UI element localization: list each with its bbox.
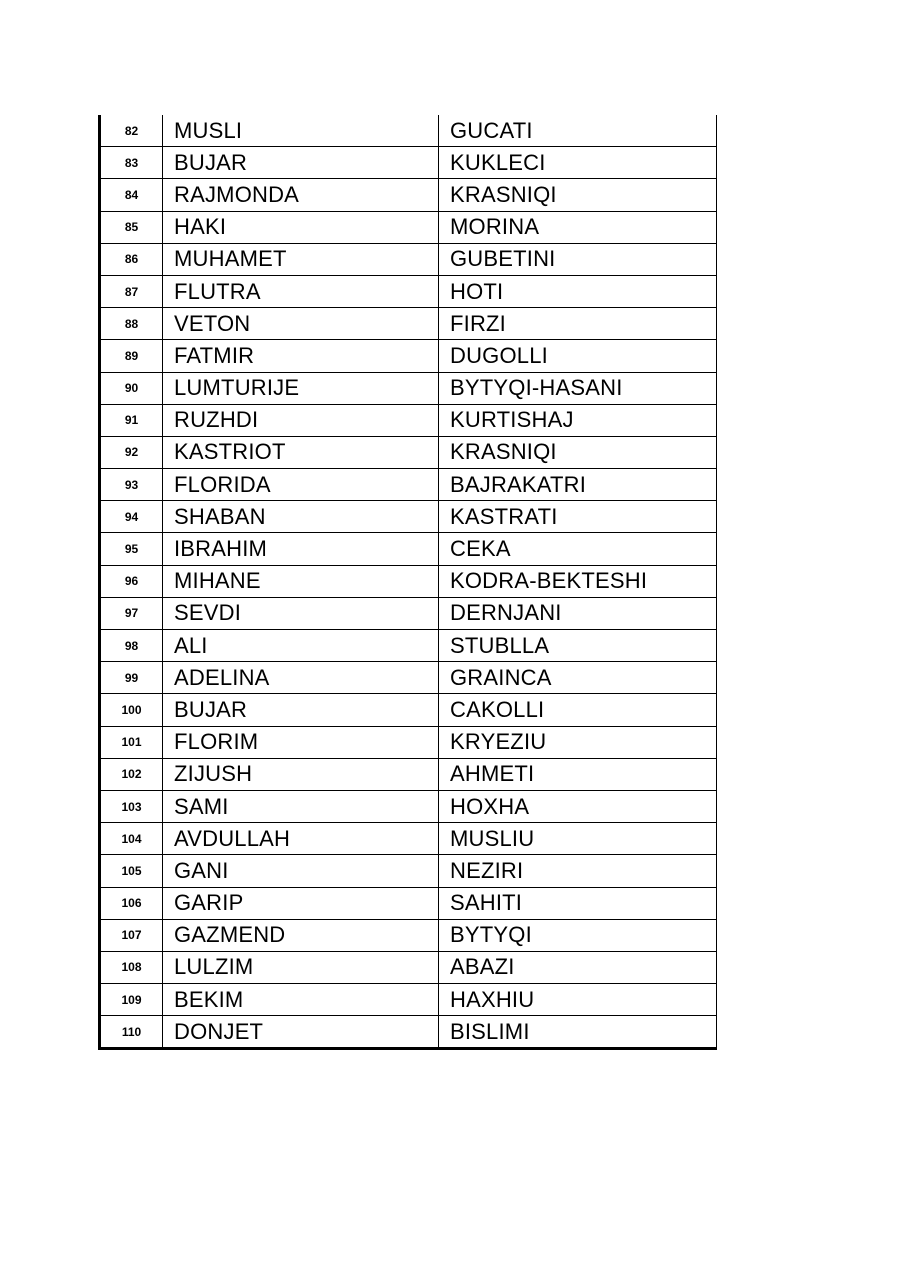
- first-name-cell: SHABAN: [163, 501, 439, 533]
- last-name-cell: DUGOLLI: [439, 340, 717, 372]
- last-name-cell: KRASNIQI: [439, 436, 717, 468]
- first-name-cell: LUMTURIJE: [163, 372, 439, 404]
- last-name-cell: STUBLLA: [439, 630, 717, 662]
- table-row: [100, 372, 717, 404]
- first-name-cell: LULZIM: [163, 951, 439, 983]
- first-name-cell: GARIP: [163, 887, 439, 919]
- row-number: 83: [100, 147, 163, 179]
- last-name-cell: CAKOLLI: [439, 694, 717, 726]
- row-number: 105: [100, 855, 163, 887]
- row-number: 104: [100, 823, 163, 855]
- row-number: 91: [100, 404, 163, 436]
- table-row: [100, 147, 717, 179]
- table-row: [100, 887, 717, 919]
- table-row: [100, 533, 717, 565]
- last-name-cell: CEKA: [439, 533, 717, 565]
- first-name-cell: SAMI: [163, 790, 439, 822]
- first-name-cell: FATMIR: [163, 340, 439, 372]
- row-number: 89: [100, 340, 163, 372]
- table-row: [100, 275, 717, 307]
- row-number: 96: [100, 565, 163, 597]
- first-name-cell: IBRAHIM: [163, 533, 439, 565]
- row-number: 107: [100, 919, 163, 951]
- first-name-cell: MUSLI: [163, 115, 439, 147]
- table-row: [100, 855, 717, 887]
- table-row: [100, 179, 717, 211]
- table-row: [100, 630, 717, 662]
- first-name-cell: BUJAR: [163, 147, 439, 179]
- table-row: [100, 211, 717, 243]
- table-row: [100, 597, 717, 629]
- last-name-cell: GUCATI: [439, 115, 717, 147]
- first-name-cell: ZIJUSH: [163, 758, 439, 790]
- last-name-cell: AHMETI: [439, 758, 717, 790]
- last-name-cell: MUSLIU: [439, 823, 717, 855]
- last-name-cell: NEZIRI: [439, 855, 717, 887]
- table-row: [100, 243, 717, 275]
- table-row: [100, 115, 717, 147]
- last-name-cell: FIRZI: [439, 308, 717, 340]
- last-name-cell: HAXHIU: [439, 984, 717, 1016]
- last-name-cell: GUBETINI: [439, 243, 717, 275]
- last-name-cell: KASTRATI: [439, 501, 717, 533]
- first-name-cell: KASTRIOT: [163, 436, 439, 468]
- row-number: 110: [100, 1016, 163, 1049]
- first-name-cell: RAJMONDA: [163, 179, 439, 211]
- table-row: [100, 662, 717, 694]
- table-row: [100, 984, 717, 1016]
- table-row: [100, 565, 717, 597]
- first-name-cell: GAZMEND: [163, 919, 439, 951]
- first-name-cell: FLUTRA: [163, 275, 439, 307]
- row-number: 85: [100, 211, 163, 243]
- last-name-cell: BAJRAKATRI: [439, 469, 717, 501]
- row-number: 84: [100, 179, 163, 211]
- first-name-cell: RUZHDI: [163, 404, 439, 436]
- row-number: 86: [100, 243, 163, 275]
- table-body: [100, 115, 717, 1049]
- row-number: 101: [100, 726, 163, 758]
- row-number: 98: [100, 630, 163, 662]
- table-row: [100, 726, 717, 758]
- row-number: 95: [100, 533, 163, 565]
- row-number: 88: [100, 308, 163, 340]
- first-name-cell: MUHAMET: [163, 243, 439, 275]
- table-row: [100, 469, 717, 501]
- row-number: 106: [100, 887, 163, 919]
- table-row: [100, 404, 717, 436]
- last-name-cell: KURTISHAJ: [439, 404, 717, 436]
- table-row: [100, 823, 717, 855]
- table-row: [100, 951, 717, 983]
- first-name-cell: ADELINA: [163, 662, 439, 694]
- table-row: [100, 436, 717, 468]
- last-name-cell: KODRA-BEKTESHI: [439, 565, 717, 597]
- last-name-cell: ABAZI: [439, 951, 717, 983]
- first-name-cell: GANI: [163, 855, 439, 887]
- first-name-cell: BEKIM: [163, 984, 439, 1016]
- names-table: [98, 115, 717, 1050]
- first-name-cell: HAKI: [163, 211, 439, 243]
- row-number: 99: [100, 662, 163, 694]
- row-number: 94: [100, 501, 163, 533]
- last-name-cell: BISLIMI: [439, 1016, 717, 1049]
- last-name-cell: KRYEZIU: [439, 726, 717, 758]
- row-number: 103: [100, 790, 163, 822]
- row-number: 93: [100, 469, 163, 501]
- last-name-cell: HOTI: [439, 275, 717, 307]
- first-name-cell: BUJAR: [163, 694, 439, 726]
- row-number: 108: [100, 951, 163, 983]
- last-name-cell: HOXHA: [439, 790, 717, 822]
- row-number: 102: [100, 758, 163, 790]
- table-row: [100, 1016, 717, 1049]
- last-name-cell: KUKLECI: [439, 147, 717, 179]
- first-name-cell: MIHANE: [163, 565, 439, 597]
- row-number: 92: [100, 436, 163, 468]
- row-number: 97: [100, 597, 163, 629]
- last-name-cell: DERNJANI: [439, 597, 717, 629]
- row-number: 109: [100, 984, 163, 1016]
- last-name-cell: BYTYQI: [439, 919, 717, 951]
- first-name-cell: ALI: [163, 630, 439, 662]
- table-row: [100, 694, 717, 726]
- first-name-cell: FLORIM: [163, 726, 439, 758]
- table-row: [100, 340, 717, 372]
- first-name-cell: VETON: [163, 308, 439, 340]
- table-row: [100, 308, 717, 340]
- last-name-cell: SAHITI: [439, 887, 717, 919]
- last-name-cell: KRASNIQI: [439, 179, 717, 211]
- table-row: [100, 501, 717, 533]
- last-name-cell: GRAINCA: [439, 662, 717, 694]
- row-number: 82: [100, 115, 163, 147]
- first-name-cell: FLORIDA: [163, 469, 439, 501]
- row-number: 87: [100, 275, 163, 307]
- last-name-cell: MORINA: [439, 211, 717, 243]
- last-name-cell: BYTYQI-HASANI: [439, 372, 717, 404]
- table-row: [100, 919, 717, 951]
- table-row: [100, 758, 717, 790]
- row-number: 90: [100, 372, 163, 404]
- first-name-cell: DONJET: [163, 1016, 439, 1049]
- first-name-cell: AVDULLAH: [163, 823, 439, 855]
- row-number: 100: [100, 694, 163, 726]
- table-row: [100, 790, 717, 822]
- first-name-cell: SEVDI: [163, 597, 439, 629]
